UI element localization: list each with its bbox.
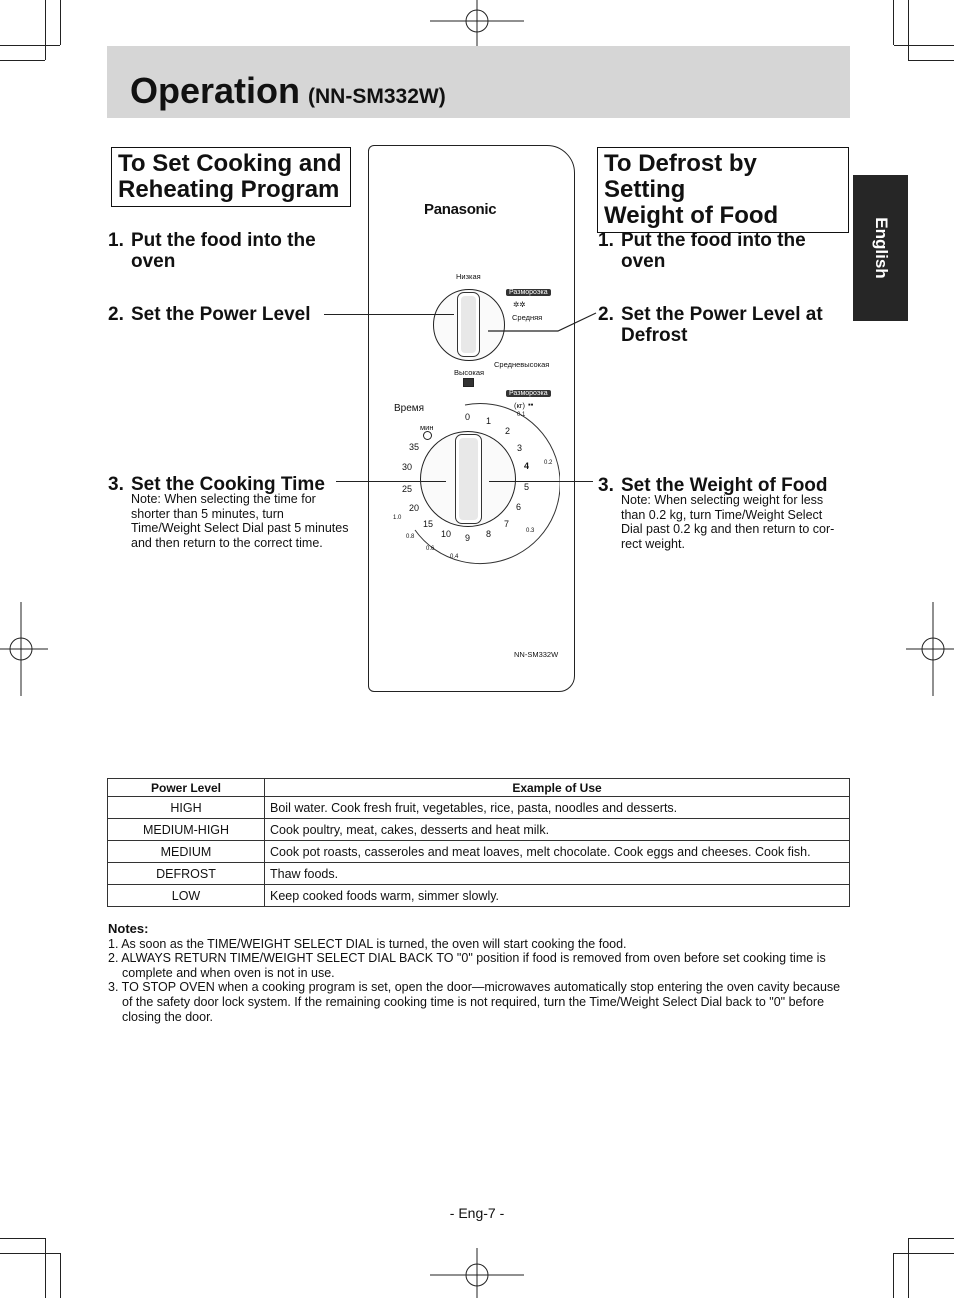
right-step3-text: Set the Weight of Food — [621, 475, 828, 496]
leader-right-power — [488, 311, 598, 336]
left-step2-num: 2. — [108, 304, 124, 325]
time-min-label: мин — [420, 423, 434, 432]
table-cell-level: LOW — [108, 885, 265, 907]
min-30: 30 — [402, 462, 413, 472]
min-15: 15 — [423, 519, 434, 529]
right-step2-line1: Set the Power Level at — [621, 304, 823, 325]
table-row — [108, 841, 850, 863]
weight-0-6: 0.6 — [426, 546, 435, 552]
weight-0-2: 0.2 — [544, 460, 553, 466]
right-step-2 — [598, 304, 838, 346]
brand-logo: Panasonic — [424, 201, 497, 218]
table-cell-level: MEDIUM — [108, 841, 265, 863]
min-3: 3 — [517, 443, 523, 453]
right-note-line2: than 0.2 kg, turn Time/Weight Select — [621, 507, 823, 522]
time-dial-grip[interactable] — [455, 434, 482, 524]
weight-0-4: 0.4 — [450, 554, 459, 560]
right-step1-num: 1. — [598, 230, 614, 251]
table-cell-use: Boil water. Cook fresh fruit, vegetables, rice, pasta, noodles and desserts. — [265, 797, 850, 819]
min-9: 9 — [465, 533, 471, 543]
left-section-title — [111, 147, 351, 207]
left-note-line4: and then return to the correct time. — [131, 535, 323, 550]
time-defrost-label: Размороэка — [506, 390, 551, 397]
table-cell-level: DEFROST — [108, 863, 265, 885]
weight-0-3: 0.3 — [526, 528, 535, 534]
left-note — [131, 492, 363, 550]
table-row — [108, 797, 850, 819]
time-kg-label: (кг) — [514, 401, 526, 410]
left-step1-line2: oven — [131, 251, 176, 272]
table-header-use: Example of Use — [265, 779, 850, 797]
power-low-label: Низкая — [456, 272, 481, 281]
power-medium-label: Средняя — [512, 313, 543, 322]
leader-left-time — [336, 481, 446, 482]
power-medium-high-label: Средневысокая — [494, 360, 550, 369]
right-section-title — [597, 147, 849, 233]
note-1: 1. As soon as the TIME/WEIGHT SELECT DIAL is turned, the oven will start cooking the food. — [108, 936, 627, 951]
weight-icon: ▪▪ — [528, 400, 534, 409]
min-0: 0 — [465, 412, 471, 422]
power-dial-grip[interactable] — [457, 292, 480, 357]
min-4: 4 — [524, 461, 530, 471]
min-2: 2 — [505, 426, 511, 436]
table-cell-level: HIGH — [108, 797, 265, 819]
min-35: 35 — [409, 442, 420, 452]
power-high-label: Высокая — [454, 368, 485, 377]
left-note-line1: Note: When selecting the time for — [131, 492, 316, 506]
min-6: 6 — [516, 502, 522, 512]
left-step-2 — [108, 304, 311, 325]
table-cell-use: Cook poultry, meat, cakes, desserts and heat milk. — [265, 819, 850, 841]
page-number: - Eng-7 - — [449, 1205, 505, 1221]
left-note-line2: shorter than 5 minutes, turn — [131, 506, 284, 521]
table-row — [108, 863, 850, 885]
right-title-line1: To Defrost by Setting — [604, 150, 757, 203]
note-2: 2. ALWAYS RETURN TIME/WEIGHT SELECT DIAL BACK TO "0" position if food is removed from oven before set cooking time is complete and when oven is not in use. — [108, 951, 826, 980]
time-label: Время — [394, 403, 425, 414]
note-3: 3. TO STOP OVEN when a cooking program is set, open the door—microwaves automatically stop entering the oven cavity because of the safety door lock system. If the remaining cooking time is not required, turn the Time/Weight Select Dial back to "0" before closing the door. — [108, 980, 841, 1024]
left-note-line3: Time/Weight Select Dial past 5 minutes — [131, 521, 349, 535]
left-title-line2: Reheating Program — [118, 176, 340, 203]
left-step3-text: Set the Cooking Time — [131, 474, 325, 495]
language-tab-label: English — [871, 217, 891, 279]
power-level-table — [107, 778, 850, 907]
right-note-line4: rect weight. — [621, 536, 685, 551]
defrost-icon: ✲✲ — [513, 300, 526, 309]
right-step2-num: 2. — [598, 304, 614, 325]
leader-right-weight — [489, 481, 593, 482]
min-8: 8 — [486, 529, 492, 539]
language-tab — [853, 175, 908, 321]
left-step1-num: 1. — [108, 230, 124, 251]
table-row — [108, 885, 850, 907]
table-header-row — [108, 779, 850, 797]
weight-1-0: 1.0 — [393, 515, 402, 521]
table-header-power: Power Level — [108, 779, 265, 797]
power-defrost-label: Размороэка — [506, 289, 551, 296]
right-step-1 — [598, 230, 838, 272]
right-step1-line1: Put the food into the — [621, 230, 806, 251]
title-model: (NN-SM332W) — [308, 85, 446, 108]
notes-section — [108, 922, 853, 1024]
right-note — [621, 493, 851, 551]
notes-title: Notes: — [108, 921, 149, 936]
left-step1-line1: Put the food into the — [131, 230, 316, 251]
weight-0-8: 0.8 — [406, 534, 415, 540]
min-25: 25 — [402, 484, 413, 494]
min-1: 1 — [486, 416, 492, 426]
left-title-line1: To Set Cooking and — [118, 150, 342, 177]
panel-model: NN-SM332W — [514, 650, 559, 659]
right-step1-line2: oven — [621, 251, 666, 272]
title-text: Operation — [130, 70, 301, 111]
min-7: 7 — [504, 519, 510, 529]
right-title-line2: Weight of Food — [604, 202, 779, 229]
left-step2-text: Set the Power Level — [131, 304, 311, 325]
right-note-line1: Note: When selecting weight for less — [621, 493, 824, 507]
left-step3-num: 3. — [108, 474, 124, 495]
min-5: 5 — [524, 482, 530, 492]
table-row — [108, 819, 850, 841]
right-step3-num: 3. — [598, 475, 614, 496]
table-cell-use: Thaw foods. — [265, 863, 850, 885]
table-cell-use: Cook pot roasts, casseroles and meat loaves, melt chocolate. Cook eggs and cheeses. Cook fish. — [265, 841, 850, 863]
table-cell-level: MEDIUM-HIGH — [108, 819, 265, 841]
page-title — [130, 70, 446, 112]
right-note-line3: Dial past 0.2 kg and then return to cor- — [621, 522, 835, 536]
min-10: 10 — [441, 529, 452, 539]
table-cell-use: Keep cooked foods warm, simmer slowly. — [265, 885, 850, 907]
leader-left-power — [324, 314, 454, 315]
weight-0-1: 0.1 — [517, 412, 526, 418]
min-20: 20 — [409, 503, 420, 513]
right-step2-line2: Defrost — [621, 325, 688, 346]
left-step-1 — [108, 230, 348, 272]
